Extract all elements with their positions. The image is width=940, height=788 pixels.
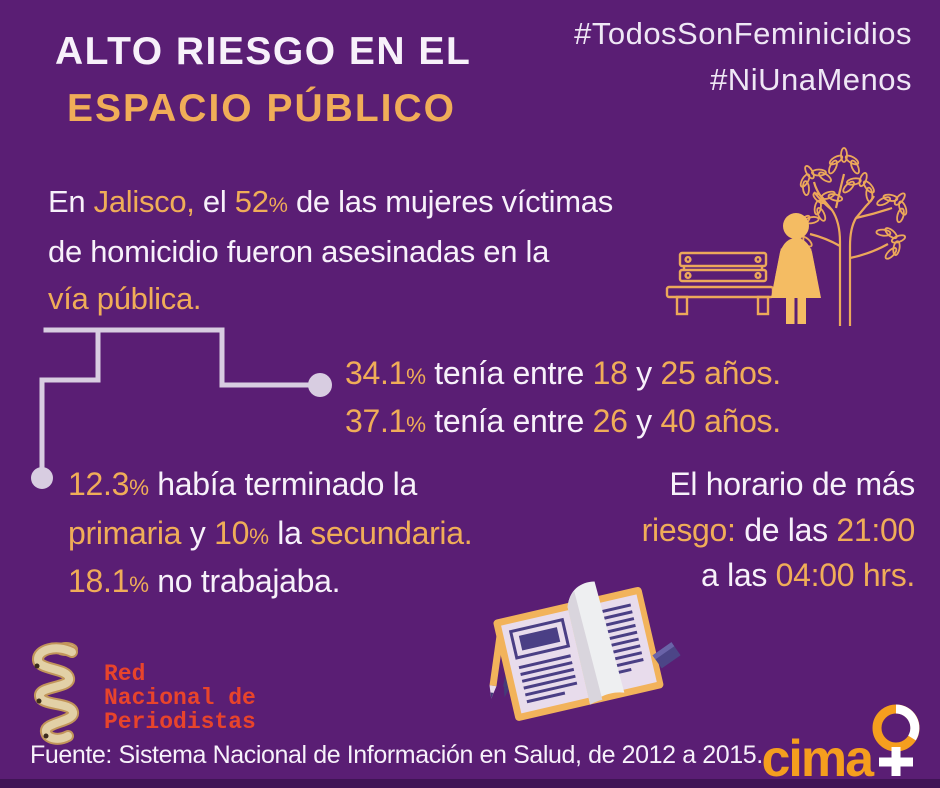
text-segment: no trabajaba. (148, 563, 341, 599)
age-25: 25 años. (660, 355, 781, 391)
spiral-ribbon-icon (24, 640, 94, 746)
stat-37-1: 37.1 (345, 403, 407, 439)
title-line-1: ALTO RIESGO EN EL (55, 30, 472, 73)
open-book-icon (489, 580, 664, 722)
intro-line-3 (48, 275, 613, 322)
woman-icon (771, 213, 821, 324)
text-segment: de las (735, 511, 837, 548)
text-segment: había terminado la (148, 466, 417, 502)
jalisco-label: Jalisco, (93, 184, 195, 219)
stat-34-1: 34.1 (345, 355, 407, 391)
source-text: Fuente: Sistema Nacional de Información en Salud, de 2012 a 2015. (30, 741, 763, 769)
rnp-line-1: Red (104, 661, 146, 687)
text-segment: a las (700, 557, 776, 593)
notebook-illustration (470, 580, 698, 730)
age-26: 26 (592, 403, 628, 439)
age-18: 18 (592, 355, 628, 391)
stat-52: 52 (234, 184, 269, 219)
stat-10: 10 (214, 514, 250, 551)
rnp-line-2: Nacional de (104, 685, 256, 711)
riesgo-label: riesgo: (641, 511, 736, 548)
text-segment: y (627, 403, 661, 439)
text-segment: de las mujeres víctimas (287, 184, 613, 219)
rnp-logo-text (104, 662, 256, 746)
text-segment: el (194, 184, 235, 219)
venus-symbol-icon (866, 698, 928, 782)
percent-sign: % (406, 364, 426, 389)
percent-sign: % (249, 523, 269, 549)
percent-sign: % (129, 475, 149, 500)
cimac-logo (761, 698, 928, 788)
text-segment: de homicidio fueron asesinadas en la (48, 234, 550, 269)
ages-line-2 (345, 399, 781, 447)
stat-18-1: 18.1 (68, 563, 130, 599)
education-stats (68, 462, 472, 608)
hashtag-ni-una-menos: #NiUnaMenos (710, 62, 912, 97)
bench-icon (667, 253, 773, 314)
text-segment: y (181, 514, 215, 551)
connector-dot-right (308, 373, 332, 397)
education-line-3 (68, 559, 472, 608)
text-segment: tenía entre (425, 403, 593, 439)
education-line-2 (68, 511, 472, 560)
connector-dot-left (31, 467, 53, 489)
park-scene-illustration (650, 146, 910, 330)
text-segment: y (627, 355, 661, 391)
schedule-line-1 (642, 462, 915, 508)
rnp-line-3: Periodistas (104, 709, 256, 735)
percent-sign: % (129, 572, 149, 597)
risk-schedule (642, 462, 915, 599)
hashtag-todos-son-feminicidios: #TodosSonFeminicidios (574, 16, 912, 51)
intro-paragraph (48, 178, 613, 322)
text-segment: la (268, 514, 311, 551)
ages-stats (345, 351, 781, 447)
time-21-00: 21:00 (836, 511, 915, 548)
stat-12-3: 12.3 (68, 466, 130, 502)
age-40: 40 años. (660, 403, 781, 439)
secundaria-label: secundaria. (310, 514, 473, 551)
hashtags (574, 11, 912, 103)
cimac-logo-text: cima (761, 730, 872, 788)
ages-line-1 (345, 351, 781, 399)
text-segment: tenía entre (425, 355, 593, 391)
title-line-2: ESPACIO PÚBLICO (67, 87, 456, 130)
text-segment: En (48, 184, 94, 219)
time-04-00: 04:00 hrs. (775, 557, 915, 593)
intro-line-2 (48, 228, 613, 275)
education-line-1 (68, 462, 472, 511)
percent-sign: % (406, 412, 426, 437)
primaria-label: primaria (68, 514, 182, 551)
text-segment: El horario de más (669, 466, 915, 502)
via-publica-label: vía pública. (48, 281, 202, 316)
intro-line-1 (48, 178, 613, 228)
percent-sign: % (268, 192, 288, 217)
page-title (55, 30, 471, 131)
rnp-logo (24, 640, 256, 746)
schedule-line-2 (642, 508, 915, 554)
